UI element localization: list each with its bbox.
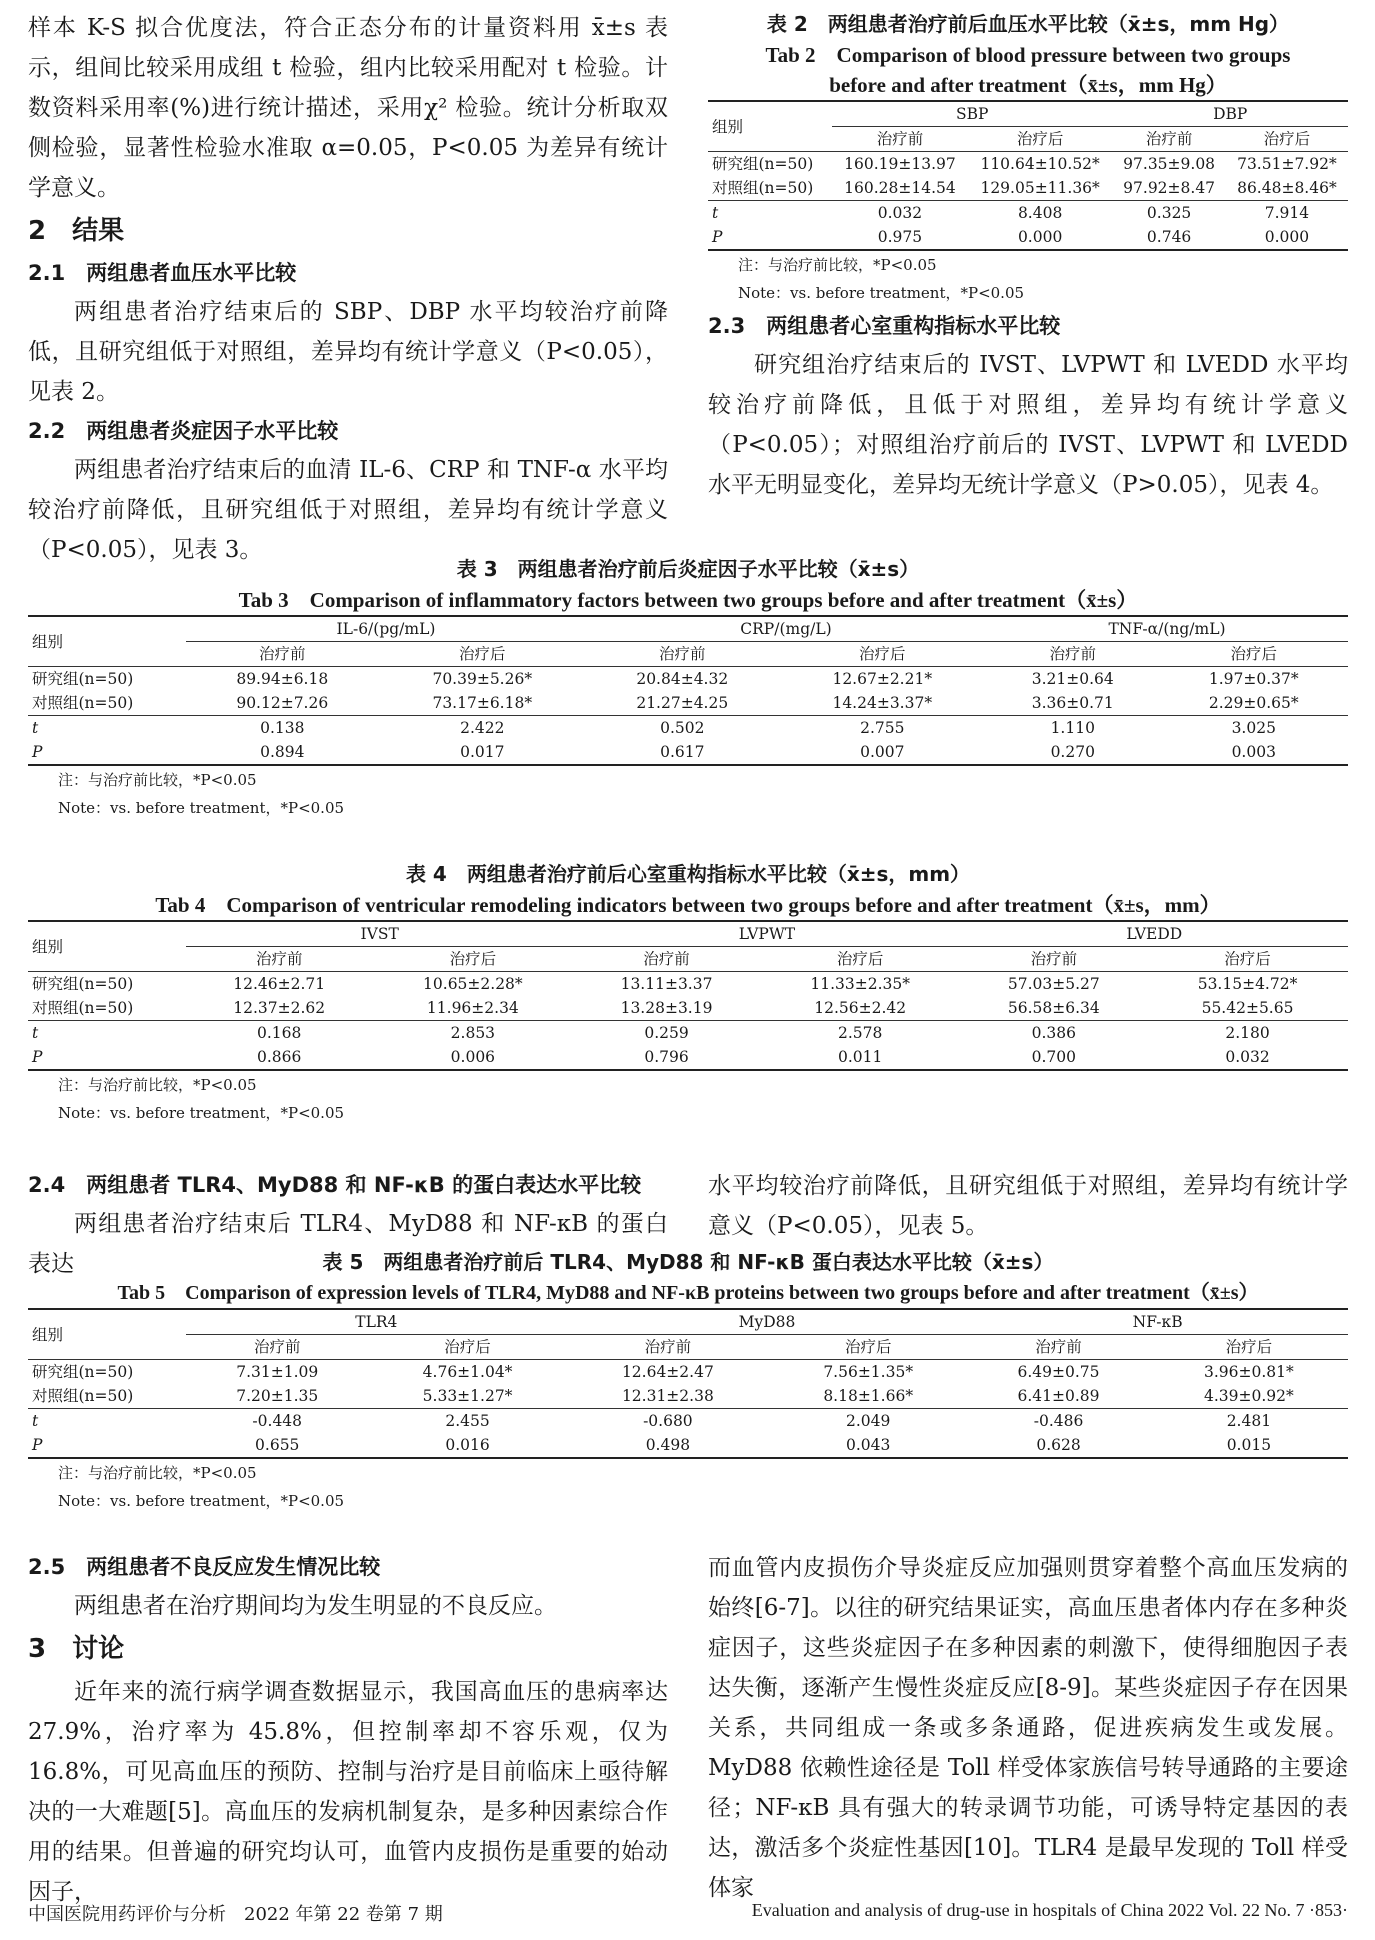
table-cell: 3.025 (1160, 716, 1348, 741)
table-cell: 0.000 (968, 225, 1113, 250)
section-3-text-right: 而血管内皮损伤介导炎症反应加强则贯穿着整个高血压发病的始终[6-7]。以往的研究结果证实，高血压患者体内存在多种炎症因子，这些炎症因子在多种因素的刺激下，使得细胞因子表达失衡，逐渐产生慢性炎症反应[8-9]。某些炎症因子存在因果关系，共同组成一条或多条通路，促进疾病发生或发展。MyD88 依赖性途径是 Toll 样受体家族信号转导通路的主要途径；NF-κB 具有强大的转录调节功能，可诱导特定基因的表达，激活多个炎症性基因[10]。TLR4 是最早发现的 Toll 样受体家 (708, 1555, 1348, 1901)
table-cell: 2.853 (372, 1021, 573, 1046)
section-2-4-heading: 2.4 两组患者 TLR4、MyD88 和 NF-κB 的蛋白表达水平比较 (28, 1173, 642, 1197)
row-label: 研究组(n=50) (28, 1360, 186, 1385)
table-subheader: 治疗前 (253, 1338, 301, 1356)
footer-journal-en: Evaluation and analysis of drug-use in hospitals of China 2022 Vol. 22 No. 7 ·853· (751, 1900, 1348, 1920)
table-subheader: 治疗前 (1145, 130, 1193, 148)
table-subheader: 治疗后 (836, 950, 884, 968)
section-2-4-text-left: 两组患者治疗结束后 TLR4、MyD88 和 NF-κB 的蛋白表达 (28, 1211, 668, 1277)
row-label: t (28, 1021, 186, 1046)
table-row (28, 1384, 1348, 1409)
table-row (28, 740, 1348, 765)
table-2-note-cn: 注：与治疗前比较，*P<0.05 (738, 256, 937, 274)
table-cell: 0.011 (760, 1045, 961, 1070)
section-2-4-right (708, 1166, 1348, 1246)
table-cell: 97.92±8.47 (1123, 179, 1216, 197)
table-5-caption-en: Tab 5 Comparison of expression levels of TLR4, MyD88 and NF-κB proteins between two groups before and after treatment（x̄±s） (117, 1282, 1259, 1304)
table-cell: 0.043 (769, 1433, 967, 1458)
table-subheader: 治疗后 (444, 1338, 491, 1356)
table-cell: 55.42±5.65 (1201, 999, 1294, 1017)
table-cell: -0.448 (186, 1409, 368, 1434)
table-header-group: 组别 (28, 921, 186, 972)
table-subheader: 治疗前 (876, 130, 924, 148)
table-subheader: 治疗后 (1230, 645, 1278, 663)
table-cell: 0.138 (186, 716, 379, 741)
table-cell: 12.31±2.38 (621, 1387, 714, 1405)
section-2-5-text: 两组患者在治疗期间均为发生明显的不良反应。 (74, 1593, 557, 1619)
section-2-3-heading: 2.3 两组患者心室重构指标水平比较 (708, 314, 1061, 338)
table-3-caption-en: Tab 3 Comparison of inflammatory factors between two groups before and after treatment（x̄±s） (238, 588, 1138, 612)
table-cell: 0.325 (1112, 201, 1225, 226)
row-label: t (28, 716, 186, 741)
table-cell: 56.58±6.34 (1007, 999, 1100, 1017)
table-cell: 7.56±1.35* (769, 1360, 967, 1385)
table-4-caption-en: Tab 4 Comparison of ventricular remodeling indicators between two groups before and after treatment（x̄±s，mm） (155, 893, 1221, 917)
table-row (28, 716, 1348, 741)
table-group-header: LVEDD (961, 921, 1348, 947)
table-cell: 0.746 (1112, 225, 1225, 250)
left-column-bottom (28, 1548, 668, 1912)
table-cell: 12.67±2.21* (779, 667, 986, 692)
table-cell: 0.270 (986, 740, 1160, 765)
table-group-header: DBP (1112, 101, 1348, 127)
table-cell: 70.39±5.26* (379, 667, 586, 692)
table-3-block (28, 553, 1348, 822)
section-3-heading: 3 讨论 (28, 1634, 125, 1664)
table-cell: 0.015 (1150, 1433, 1348, 1458)
table-cell: 1.97±0.37* (1160, 667, 1348, 692)
table-cell: 2.422 (379, 716, 586, 741)
table-cell: 2.755 (779, 716, 986, 741)
table-subheader: 治疗前 (259, 645, 306, 663)
right-column-bottom (708, 1548, 1348, 1908)
row-label: 对照组(n=50) (32, 1387, 134, 1405)
row-label: 研究组(n=50) (28, 972, 186, 997)
table-cell: 8.408 (968, 201, 1113, 226)
table-subheader: 治疗前 (1049, 645, 1097, 663)
table-row (708, 201, 1348, 226)
table-cell: 4.76±1.04* (368, 1360, 566, 1385)
table-cell: 11.33±2.35* (760, 972, 961, 997)
table-cell: 20.84±4.32 (586, 667, 779, 692)
table-group-header: NF-κB (967, 1309, 1348, 1335)
table-group-header: SBP (832, 101, 1112, 127)
table-cell: 0.617 (586, 740, 779, 765)
table-row (28, 1021, 1348, 1046)
row-label: P (28, 1045, 186, 1070)
table-cell: 0.016 (368, 1433, 566, 1458)
table-subheader: 治疗前 (255, 950, 303, 968)
table-subheader: 治疗后 (1016, 130, 1064, 148)
table-subheader: 治疗后 (859, 645, 906, 663)
table-cell: 0.866 (186, 1045, 372, 1070)
table-cell: 2.180 (1147, 1021, 1348, 1046)
table-4-note-cn: 注：与治疗前比较，*P<0.05 (58, 1076, 257, 1094)
section-2-5-heading: 2.5 两组患者不良反应发生情况比较 (28, 1555, 381, 1579)
table-cell: 6.49±0.75 (967, 1360, 1149, 1385)
table-cell: 57.03±5.27 (961, 972, 1147, 997)
table-subheader: 治疗后 (1224, 950, 1271, 968)
table-3 (28, 615, 1348, 766)
table-cell: -0.680 (567, 1409, 769, 1434)
table-cell: 0.168 (186, 1021, 372, 1046)
table-group-header: CRP/(mg/L) (586, 616, 986, 642)
table-2-caption-en-1: Tab 2 Comparison of blood pressure between two groups (765, 43, 1291, 67)
table-cell: 0.032 (832, 201, 968, 226)
table-cell: 73.17±6.18* (432, 694, 533, 712)
table-row (28, 691, 1348, 716)
table-group-header: TLR4 (186, 1309, 567, 1335)
section-2-2-heading: 2.2 两组患者炎症因子水平比较 (28, 419, 339, 443)
table-cell: 0.498 (567, 1433, 769, 1458)
table-row (28, 667, 1348, 692)
table-cell: 11.96±2.34 (426, 999, 519, 1017)
row-label: t (28, 1409, 186, 1434)
row-label: 对照组(n=50) (32, 999, 134, 1017)
table-5-block (28, 1246, 1348, 1515)
table-cell: 89.94±6.18 (186, 667, 379, 692)
section-2-4-text-right: 水平均较治疗前降低，且研究组低于对照组，差异均有统计学意义（P<0.05），见表 5。 (708, 1173, 1348, 1239)
table-row (28, 1409, 1348, 1434)
table-cell: 0.796 (573, 1045, 759, 1070)
table-cell: 90.12±7.26 (236, 694, 329, 712)
footer-journal-cn: 中国医院用药评价与分析 2022 年第 22 卷第 7 期 (28, 1904, 443, 1925)
table-4 (28, 920, 1348, 1071)
table-cell: 14.24±3.37* (832, 694, 933, 712)
table-row (708, 152, 1348, 177)
table-cell: 0.032 (1147, 1045, 1348, 1070)
row-label: 研究组(n=50) (708, 152, 832, 177)
table-cell: 53.15±4.72* (1147, 972, 1348, 997)
table-cell: 0.003 (1160, 740, 1348, 765)
table-3-caption-cn: 表 3 两组患者治疗前后炎症因子水平比较（x̄±s） (456, 557, 920, 581)
table-5 (28, 1308, 1348, 1459)
table-cell: 160.28±14.54 (844, 179, 956, 197)
table-cell: 0.628 (967, 1433, 1149, 1458)
right-column-top (708, 8, 1348, 505)
table-cell: 8.18±1.66* (823, 1387, 914, 1405)
table-cell: 5.33±1.27* (422, 1387, 513, 1405)
table-cell: 3.36±0.71 (1031, 694, 1114, 712)
table-cell: 2.578 (760, 1021, 961, 1046)
section-2-1-heading: 2.1 两组患者血压水平比较 (28, 261, 297, 285)
row-label: P (28, 740, 186, 765)
table-cell: 0.700 (961, 1045, 1147, 1070)
row-label: 对照组(n=50) (32, 694, 134, 712)
table-cell: 0.655 (186, 1433, 368, 1458)
table-subheader: 治疗后 (449, 950, 497, 968)
methods-paragraph: 样本 K-S 拟合优度法，符合正态分布的计量资料用 x̄±s 表示，组间比较采用成组 t 检验，组内比较采用配对 t 检验。计数资料采用率(%)进行统计描述，采用χ² 检验。统计分析取双侧检验，显著性检验水准取 α=0.05，P<0.05 为差异有统计学意义。 (28, 15, 668, 201)
table-row (708, 225, 1348, 250)
table-subheader: 治疗前 (1030, 950, 1078, 968)
table-cell: 12.46±2.71 (186, 972, 372, 997)
table-2-caption-cn: 表 2 两组患者治疗前后血压水平比较（x̄±s，mm Hg） (766, 12, 1290, 36)
row-label: 对照组(n=50) (712, 179, 814, 197)
table-subheader: 治疗后 (1225, 1338, 1273, 1356)
table-subheader: 治疗前 (1035, 1338, 1082, 1356)
table-cell: 13.11±3.37 (573, 972, 759, 997)
table-cell: 2.049 (769, 1409, 967, 1434)
table-group-header: TNF-α/(ng/mL) (986, 616, 1348, 642)
left-column-top (28, 8, 668, 570)
table-5-note-cn: 注：与治疗前比较，*P<0.05 (58, 1464, 257, 1482)
table-cell: -0.486 (967, 1409, 1149, 1434)
table-cell: 97.35±9.08 (1112, 152, 1225, 177)
table-subheader: 治疗前 (644, 1338, 692, 1356)
table-group-header: IL-6/(pg/mL) (186, 616, 586, 642)
section-2-2-text: 两组患者治疗结束后的血清 IL-6、CRP 和 TNF-α 水平均较治疗前降低，且研究组低于对照组，差异均有统计学意义（P<0.05），见表 3。 (28, 457, 668, 563)
table-subheader: 治疗前 (643, 950, 690, 968)
table-subheader: 治疗后 (1263, 130, 1311, 148)
table-cell: 0.894 (186, 740, 379, 765)
table-cell: 10.65±2.28* (372, 972, 573, 997)
table-cell: 1.110 (986, 716, 1160, 741)
table-cell: 0.006 (372, 1045, 573, 1070)
table-cell: 2.29±0.65* (1208, 694, 1299, 712)
table-row (28, 1360, 1348, 1385)
table-cell: 0.386 (961, 1021, 1147, 1046)
table-cell: 12.56±2.42 (814, 999, 907, 1017)
table-group-header: IVST (186, 921, 573, 947)
table-group-header: MyD88 (567, 1309, 968, 1335)
section-2-1-text: 两组患者治疗结束后的 SBP、DBP 水平均较治疗前降低，且研究组低于对照组，差异均有统计学意义（P<0.05），见表 2。 (28, 299, 668, 405)
table-subheader: 治疗后 (459, 645, 506, 663)
table-2-caption-en-2: before and after treatment（x̄±s，mm Hg） (829, 73, 1227, 97)
table-4-block (28, 858, 1348, 1127)
table-cell: 12.64±2.47 (567, 1360, 769, 1385)
table-cell: 110.64±10.52* (968, 152, 1113, 177)
table-cell: 12.37±2.62 (233, 999, 326, 1017)
table-3-note-en: Note：vs. before treatment，*P<0.05 (58, 799, 345, 817)
table-row (28, 1433, 1348, 1458)
section-2-heading: 2 结果 (28, 216, 125, 246)
table-cell: 0.000 (1226, 225, 1348, 250)
table-cell: 73.51±7.92* (1226, 152, 1348, 177)
section-2-3-text: 研究组治疗结束后的 IVST、LVPWT 和 LVEDD 水平均较治疗前降低，且低于对照组，差异均有统计学意义（P<0.05）；对照组治疗前后的 IVST、LVPWT 和 LVEDD 水平无明显变化，差异均无统计学意义（P>0.05），见表 4。 (708, 352, 1348, 498)
table-cell: 3.96±0.81* (1150, 1360, 1348, 1385)
table-cell: 160.19±13.97 (832, 152, 968, 177)
table-cell: 2.481 (1150, 1409, 1348, 1434)
table-cell: 4.39±0.92* (1204, 1387, 1294, 1405)
table-row (28, 972, 1348, 997)
table-subheader: 治疗后 (844, 1338, 892, 1356)
table-cell: 3.21±0.64 (986, 667, 1160, 692)
table-2 (708, 100, 1348, 251)
table-subheader: 治疗前 (659, 645, 706, 663)
table-cell: 0.007 (779, 740, 986, 765)
row-label: P (28, 1433, 186, 1458)
table-4-caption-cn: 表 4 两组患者治疗前后心室重构指标水平比较（x̄±s，mm） (405, 862, 971, 886)
table-cell: 0.975 (832, 225, 968, 250)
table-2-note-en: Note：vs. before treatment，*P<0.05 (738, 284, 1025, 302)
row-label: 研究组(n=50) (28, 667, 186, 692)
table-header-group: 组别 (28, 1309, 186, 1360)
table-cell: 13.28±3.19 (620, 999, 713, 1017)
row-label: t (708, 201, 832, 226)
table-cell: 86.48±8.46* (1237, 179, 1337, 197)
table-3-note-cn: 注：与治疗前比较，*P<0.05 (58, 771, 257, 789)
table-cell: 7.31±1.09 (186, 1360, 368, 1385)
table-cell: 7.914 (1226, 201, 1348, 226)
table-row (708, 176, 1348, 201)
table-row (28, 1045, 1348, 1070)
table-cell: 0.502 (586, 716, 779, 741)
table-cell: 2.455 (368, 1409, 566, 1434)
table-cell: 129.05±11.36* (980, 179, 1100, 197)
table-row (28, 996, 1348, 1021)
section-3-text-left: 近年来的流行病学调查数据显示，我国高血压的患病率达27.9%，治疗率为 45.8%，但控制率却不容乐观，仅为 16.8%，可见高血压的预防、控制与治疗是目前临床上亟待解决的一大难题[5]。高血压的发病机制复杂，是多种因素综合作用的结果。但普遍的研究均认可，血管内皮损伤是重要的始动因子， (28, 1679, 668, 1905)
table-cell: 0.017 (379, 740, 586, 765)
table-5-note-en: Note：vs. before treatment，*P<0.05 (58, 1492, 345, 1510)
table-5-caption-cn: 表 5 两组患者治疗前后 TLR4、MyD88 和 NF-κB 蛋白表达水平比较（x̄±s） (322, 1250, 1054, 1274)
table-cell: 6.41±0.89 (1017, 1387, 1100, 1405)
table-cell: 21.27±4.25 (636, 694, 729, 712)
table-cell: 7.20±1.35 (236, 1387, 319, 1405)
table-header-group: 组别 (708, 101, 832, 152)
table-4-note-en: Note：vs. before treatment，*P<0.05 (58, 1104, 345, 1122)
table-cell: 0.259 (573, 1021, 759, 1046)
table-header-group: 组别 (28, 616, 186, 667)
table-group-header: LVPWT (573, 921, 960, 947)
row-label: P (708, 225, 832, 250)
